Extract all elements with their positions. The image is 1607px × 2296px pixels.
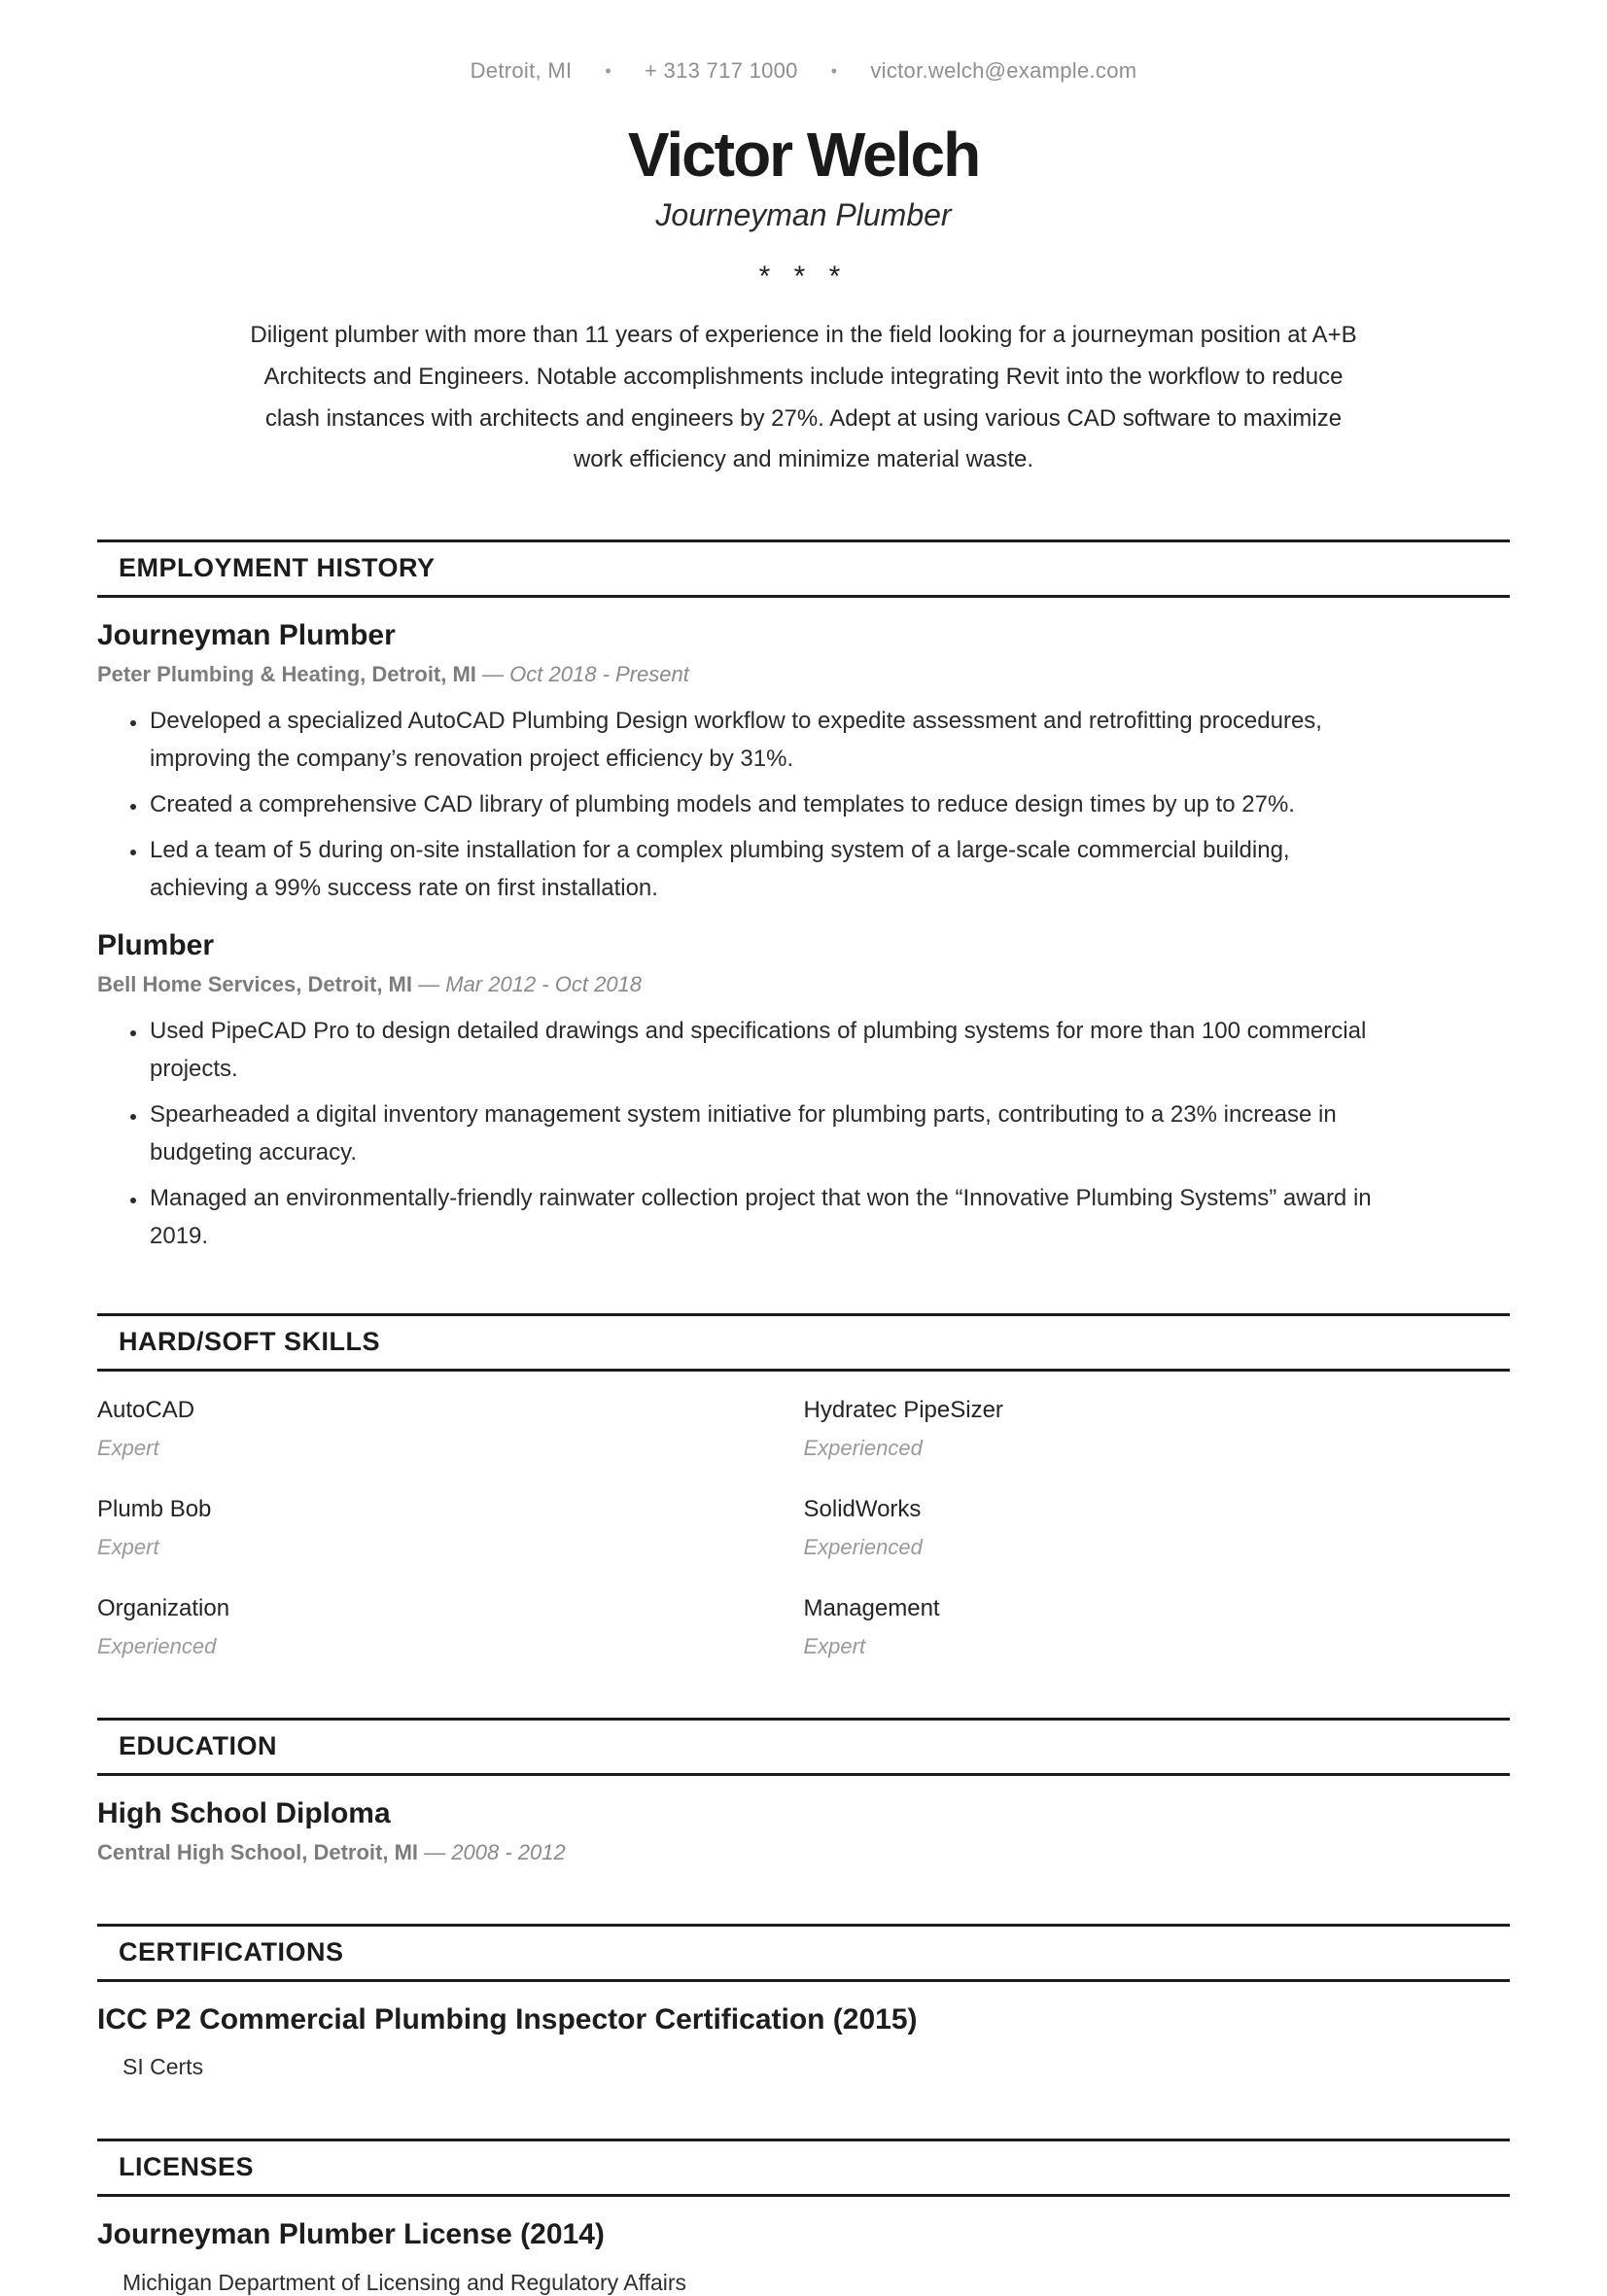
candidate-title: Journeyman Plumber bbox=[655, 197, 952, 233]
job-bullet: • Created a comprehensive CAD library of plumbing models and templates to reduce design times by up to 27%. bbox=[148, 786, 1382, 824]
skill-name: Organization bbox=[97, 1595, 230, 1622]
job-bullet-list bbox=[97, 703, 1382, 907]
contact-line bbox=[97, 58, 1510, 84]
job-dates: Oct 2018 - Present bbox=[509, 662, 689, 687]
skill-level: Experienced bbox=[97, 1634, 217, 1659]
job-entry bbox=[97, 929, 1510, 1256]
education-dates: 2008 - 2012 bbox=[451, 1840, 566, 1865]
asterisk-divider: * * * bbox=[758, 261, 849, 294]
section-title-licenses: LICENSES bbox=[119, 2152, 255, 2182]
section-employment-history bbox=[97, 539, 1510, 1255]
meta-dash: — bbox=[424, 1840, 446, 1865]
education-meta bbox=[97, 1840, 1510, 1865]
skill-item bbox=[97, 1595, 804, 1659]
certification-issuer: SI Certs bbox=[122, 2054, 204, 2080]
separator-dot-icon: • bbox=[605, 61, 611, 81]
job-meta bbox=[97, 972, 1510, 997]
job-bullet: • Developed a specialized AutoCAD Plumbing Design workflow to expedite assessment and retrofitting procedures, improving the company’s renovation project efficiency by 31%. bbox=[148, 703, 1382, 779]
job-bullet: • Managed an environmentally-friendly rainwater collection project that won the “Innovative Plumbing Systems” award in 2019. bbox=[148, 1180, 1382, 1256]
job-meta bbox=[97, 662, 1510, 687]
skill-item bbox=[804, 1397, 1511, 1461]
education-school: Central High School, Detroit, MI bbox=[97, 1840, 419, 1865]
job-entry bbox=[97, 619, 1510, 908]
section-header-certifications bbox=[97, 1924, 1510, 1982]
skill-level: Expert bbox=[97, 1436, 159, 1461]
license-issuer: Michigan Department of Licensing and Regulatory Affairs bbox=[122, 2269, 687, 2295]
skill-item bbox=[804, 1496, 1511, 1560]
skill-item bbox=[97, 1496, 804, 1560]
skill-level: Experienced bbox=[803, 1535, 923, 1560]
skill-name: SolidWorks bbox=[803, 1496, 922, 1523]
resume-header bbox=[97, 58, 1510, 481]
skills-grid bbox=[97, 1397, 1510, 1659]
section-header-employment bbox=[97, 539, 1510, 598]
skill-name: Management bbox=[803, 1595, 940, 1622]
candidate-name: Victor Welch bbox=[627, 120, 980, 190]
skill-item bbox=[804, 1595, 1511, 1659]
skill-name: Plumb Bob bbox=[97, 1496, 212, 1523]
job-bullet-list bbox=[97, 1013, 1382, 1255]
section-certifications bbox=[97, 1924, 1510, 2080]
job-bullet: • Spearheaded a digital inventory management system initiative for plumbing parts, contributing to a 23% increase in budgeting accuracy. bbox=[148, 1096, 1382, 1172]
skill-item bbox=[97, 1397, 804, 1461]
skill-name: Hydratec PipeSizer bbox=[803, 1397, 1003, 1424]
job-dates: Mar 2012 - Oct 2018 bbox=[445, 972, 643, 997]
section-title-employment: EMPLOYMENT HISTORY bbox=[119, 553, 436, 583]
certification-name: ICC P2 Commercial Plumbing Inspector Certification (2015) bbox=[97, 2002, 918, 2035]
contact-location: Detroit, MI bbox=[470, 58, 573, 83]
section-header-education bbox=[97, 1718, 1510, 1776]
skill-level: Expert bbox=[803, 1634, 866, 1659]
job-company: Bell Home Services, Detroit, MI bbox=[97, 972, 412, 997]
summary-paragraph: Diligent plumber with more than 11 years of experience in the field looking for a journeyman position at A+B Architects and Engineers. Notable accomplishments include integrating Revit into the workflow to reduce clash instances with architects and engineers by 27%. Adept at using various CAD software to maximize work efficiency and minimize material waste. bbox=[250, 322, 1357, 473]
section-skills bbox=[97, 1313, 1510, 1659]
contact-phone: + 313 717 1000 bbox=[644, 58, 798, 83]
meta-dash: — bbox=[418, 972, 440, 997]
separator-dot-icon: • bbox=[830, 61, 838, 81]
section-licenses bbox=[97, 2139, 1510, 2295]
education-degree: High School Diploma bbox=[97, 1796, 391, 1829]
job-bullet: • Used PipeCAD Pro to design detailed drawings and specifications of plumbing systems for more than 100 commercial projects. bbox=[148, 1013, 1382, 1089]
license-name: Journeyman Plumber License (2014) bbox=[97, 2218, 605, 2251]
skill-level: Expert bbox=[97, 1535, 159, 1560]
section-title-education: EDUCATION bbox=[119, 1731, 277, 1761]
job-role: Journeyman Plumber bbox=[97, 618, 396, 651]
job-role: Plumber bbox=[97, 928, 215, 961]
section-header-licenses bbox=[97, 2139, 1510, 2197]
section-title-skills: HARD/SOFT SKILLS bbox=[119, 1327, 380, 1357]
section-title-certifications: CERTIFICATIONS bbox=[119, 1937, 344, 1967]
skill-level: Experienced bbox=[803, 1436, 923, 1461]
skill-name: AutoCAD bbox=[97, 1397, 195, 1424]
contact-email: victor.welch@example.com bbox=[870, 58, 1137, 83]
section-education bbox=[97, 1718, 1510, 1865]
job-company: Peter Plumbing & Heating, Detroit, MI bbox=[97, 662, 476, 687]
job-bullet: • Led a team of 5 during on-site installation for a complex plumbing system of a large-scale commercial building, achieving a 99% success rate on first installation. bbox=[148, 832, 1382, 908]
section-header-skills bbox=[97, 1313, 1510, 1372]
meta-dash: — bbox=[482, 662, 505, 687]
